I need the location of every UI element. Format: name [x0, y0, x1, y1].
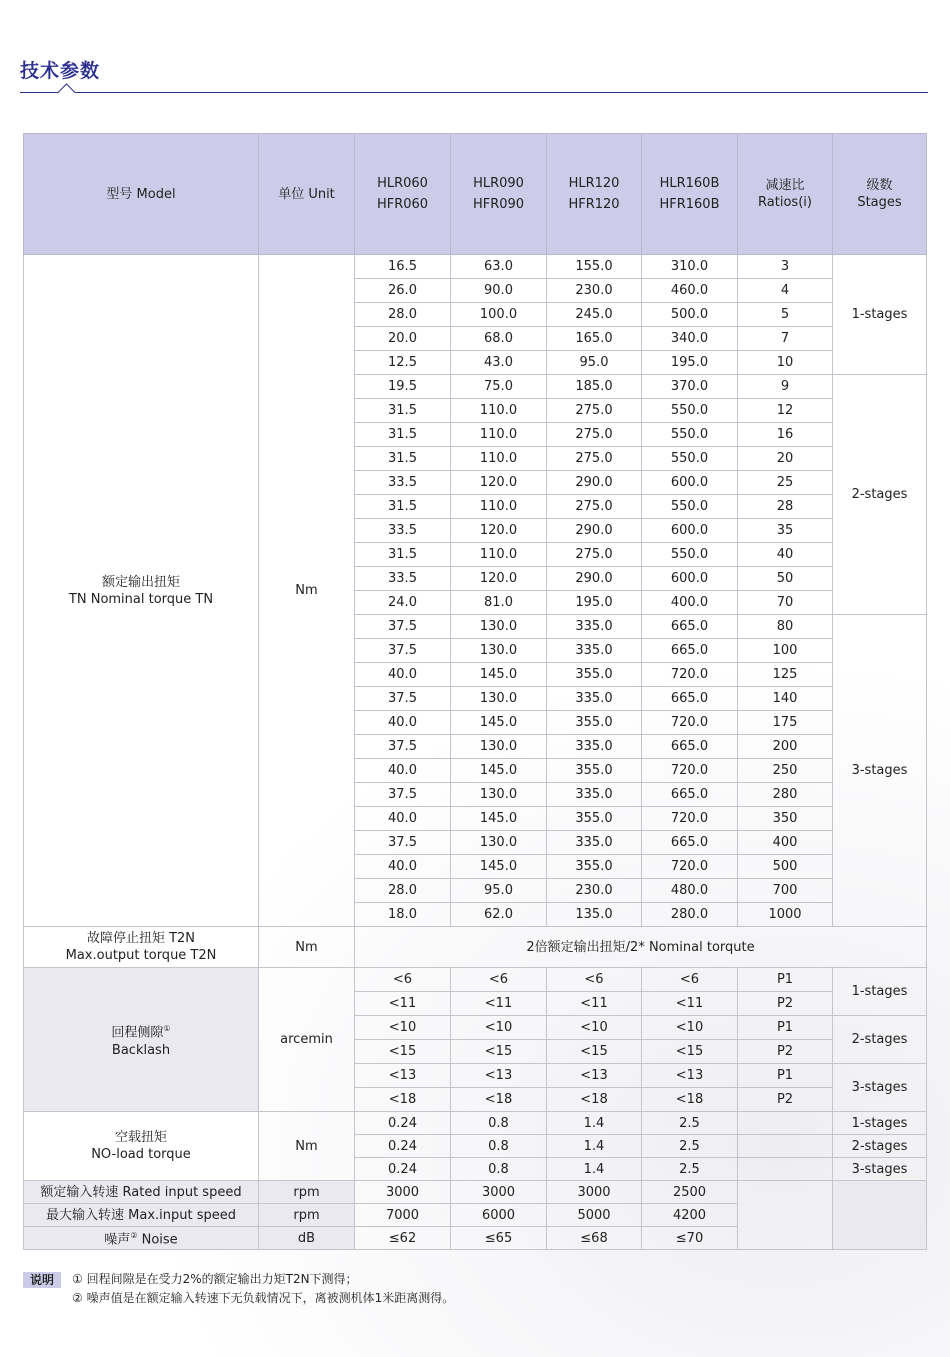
- torque-cell: 145.0: [451, 807, 547, 831]
- precision-cell: P2: [738, 1040, 833, 1064]
- ratio-cell: 70: [738, 591, 833, 615]
- torque-cell: 665.0: [642, 615, 738, 639]
- torque-cell: 130.0: [451, 615, 547, 639]
- torque-cell: 75.0: [451, 375, 547, 399]
- torque-cell: 665.0: [642, 687, 738, 711]
- torque-cell: 28.0: [355, 303, 451, 327]
- backlash-cell: <11: [451, 992, 547, 1016]
- ratio-cell: 400: [738, 831, 833, 855]
- torque-cell: 195.0: [547, 591, 642, 615]
- speed-cell: 3000: [451, 1181, 547, 1204]
- torque-cell: 40.0: [355, 711, 451, 735]
- torque-cell: 480.0: [642, 879, 738, 903]
- torque-cell: 720.0: [642, 711, 738, 735]
- speed-row: [24, 1181, 927, 1204]
- torque-cell: 120.0: [451, 471, 547, 495]
- torque-cell: 31.5: [355, 399, 451, 423]
- ratio-cell: 20: [738, 447, 833, 471]
- speed-cell: 7000: [355, 1204, 451, 1227]
- noload-label: [24, 1112, 259, 1181]
- note-line-2: ② 噪声值是在额定输入转速下无负载情况下，离被测机体1米距离测得。: [72, 1291, 455, 1305]
- speed-cell: 3000: [355, 1181, 451, 1204]
- torque-cell: 37.5: [355, 687, 451, 711]
- torque-cell: 665.0: [642, 639, 738, 663]
- max-output-label-cn-text: 故障停止扭矩 T2N: [86, 931, 196, 946]
- torque-cell: 550.0: [642, 399, 738, 423]
- torque-cell: 90.0: [451, 279, 547, 303]
- torque-cell: 185.0: [547, 375, 642, 399]
- nominal-label-en: TN Nominal torque TN: [68, 591, 214, 607]
- backlash-cell: <10: [355, 1016, 451, 1040]
- torque-cell: 40.0: [355, 759, 451, 783]
- ratio-cell: 500: [738, 855, 833, 879]
- torque-cell: 33.5: [355, 471, 451, 495]
- header-model-060: HLR060 HFR060: [355, 134, 451, 255]
- noload-cell: 0.24: [355, 1135, 451, 1158]
- stage-label: 1-stages: [833, 968, 927, 1016]
- ratio-cell: 16: [738, 423, 833, 447]
- backlash-cell: <6: [547, 968, 642, 992]
- torque-cell: 12.5: [355, 351, 451, 375]
- noload-label-cn: [24, 1130, 258, 1145]
- torque-cell: 40.0: [355, 807, 451, 831]
- noload-cell: 0.24: [355, 1112, 451, 1135]
- noload-unit: Nm: [259, 1112, 355, 1181]
- backlash-cell: <15: [451, 1040, 547, 1064]
- torque-cell: 355.0: [547, 759, 642, 783]
- torque-cell: 110.0: [451, 543, 547, 567]
- torque-cell: 370.0: [642, 375, 738, 399]
- torque-cell: 110.0: [451, 423, 547, 447]
- torque-cell: 37.5: [355, 831, 451, 855]
- backlash-cell: <10: [451, 1016, 547, 1040]
- noload-cell: 2.5: [642, 1112, 738, 1135]
- speed-row-label: [24, 1204, 259, 1227]
- ratio-cell: 9: [738, 375, 833, 399]
- empty-ratio-cell: [738, 1135, 833, 1158]
- empty-ratio-cell: [738, 1112, 833, 1135]
- torque-cell: 275.0: [547, 447, 642, 471]
- torque-cell: 81.0: [451, 591, 547, 615]
- torque-cell: 62.0: [451, 903, 547, 927]
- max-output-value: 2倍额定输出扭矩/2* Nominal torqute: [355, 927, 927, 968]
- empty-ratio-cell: [738, 1158, 833, 1181]
- backlash-cell: <15: [355, 1040, 451, 1064]
- torque-cell: 130.0: [451, 735, 547, 759]
- torque-cell: 355.0: [547, 807, 642, 831]
- torque-cell: 720.0: [642, 807, 738, 831]
- stage-label: 2-stages: [833, 1016, 927, 1064]
- torque-cell: 31.5: [355, 423, 451, 447]
- torque-cell: 43.0: [451, 351, 547, 375]
- noload-cell: 1.4: [547, 1158, 642, 1181]
- noload-cell: 0.8: [451, 1158, 547, 1181]
- stage-label: 2-stages: [833, 1135, 927, 1158]
- nominal-label-cn-text: 额定输出扭矩: [101, 574, 180, 590]
- torque-cell: 600.0: [642, 471, 738, 495]
- torque-cell: 100.0: [451, 303, 547, 327]
- backlash-cell: <11: [642, 992, 738, 1016]
- torque-cell: 130.0: [451, 639, 547, 663]
- header-model-090: HLR090 HFR090: [451, 134, 547, 255]
- header-ratio: 减速比 Ratios(i): [738, 134, 833, 255]
- backlash-cell: <13: [355, 1064, 451, 1088]
- backlash-cell: <6: [451, 968, 547, 992]
- torque-cell: 95.0: [547, 351, 642, 375]
- stage-label: 1-stages: [833, 1112, 927, 1135]
- torque-cell: 120.0: [451, 567, 547, 591]
- precision-cell: P1: [738, 1064, 833, 1088]
- torque-cell: 550.0: [642, 543, 738, 567]
- torque-cell: 720.0: [642, 855, 738, 879]
- torque-cell: 120.0: [451, 519, 547, 543]
- spec-table: [23, 133, 927, 1250]
- torque-cell: 68.0: [451, 327, 547, 351]
- note-line-1: ① 回程间隙是在受力2%的额定输出力矩T2N下测得；: [72, 1272, 358, 1286]
- title-underline: [20, 92, 928, 93]
- ratio-cell: 28: [738, 495, 833, 519]
- noise-footnote-mark: ②: [130, 1231, 138, 1241]
- torque-cell: 355.0: [547, 663, 642, 687]
- max-output-unit: Nm: [259, 927, 355, 968]
- ratio-cell: 1000: [738, 903, 833, 927]
- max-output-row: [24, 927, 927, 968]
- backlash-cell: <10: [642, 1016, 738, 1040]
- ratio-cell: 175: [738, 711, 833, 735]
- torque-cell: 500.0: [642, 303, 738, 327]
- noload-cell: 1.4: [547, 1135, 642, 1158]
- ratio-cell: 7: [738, 327, 833, 351]
- torque-cell: 130.0: [451, 687, 547, 711]
- backlash-cell: <18: [355, 1088, 451, 1112]
- header-model-120: HLR120 HFR120: [547, 134, 642, 255]
- ratio-cell: 3: [738, 255, 833, 279]
- torque-cell: 280.0: [642, 903, 738, 927]
- ratio-cell: 25: [738, 471, 833, 495]
- header-model-160b: HLR160B HFR160B: [642, 134, 738, 255]
- torque-cell: 275.0: [547, 423, 642, 447]
- torque-cell: 355.0: [547, 855, 642, 879]
- speed-cell: 6000: [451, 1204, 547, 1227]
- speed-row-label-text: 最大输入转速 Max.input speed: [46, 1207, 236, 1223]
- torque-cell: 31.5: [355, 495, 451, 519]
- torque-cell: 37.5: [355, 639, 451, 663]
- speed-row-label-text: 额定输入转速 Rated input speed: [40, 1184, 242, 1200]
- backlash-cell: <11: [547, 992, 642, 1016]
- speed-row-label: [24, 1181, 259, 1204]
- ratio-cell: 80: [738, 615, 833, 639]
- torque-cell: 550.0: [642, 447, 738, 471]
- ratio-cell: 4: [738, 279, 833, 303]
- ratio-cell: 700: [738, 879, 833, 903]
- torque-cell: 195.0: [642, 351, 738, 375]
- stage-label: 3-stages: [833, 615, 927, 927]
- backlash-cell: <13: [547, 1064, 642, 1088]
- torque-cell: 130.0: [451, 783, 547, 807]
- empty-stage-cell: [833, 1181, 927, 1250]
- header-stages: 级数 Stages: [833, 134, 927, 255]
- noload-cell: 2.5: [642, 1135, 738, 1158]
- torque-cell: 355.0: [547, 711, 642, 735]
- torque-cell: 550.0: [642, 423, 738, 447]
- noload-cell: 2.5: [642, 1158, 738, 1181]
- stage-label: 1-stages: [833, 255, 927, 375]
- torque-cell: 460.0: [642, 279, 738, 303]
- torque-cell: 290.0: [547, 471, 642, 495]
- speed-cell: 3000: [547, 1181, 642, 1204]
- spec-table-body: [24, 134, 927, 1250]
- nominal-unit: Nm: [259, 255, 355, 927]
- torque-cell: 600.0: [642, 567, 738, 591]
- speed-cell: 2500: [642, 1181, 738, 1204]
- header-model: 型号 Model: [24, 134, 259, 255]
- speed-row-label: [24, 1227, 259, 1250]
- torque-cell: 33.5: [355, 519, 451, 543]
- torque-cell: 33.5: [355, 567, 451, 591]
- backlash-cell: <18: [547, 1088, 642, 1112]
- torque-cell: 155.0: [547, 255, 642, 279]
- ratio-cell: 250: [738, 759, 833, 783]
- speed-row-unit: rpm: [259, 1181, 355, 1204]
- notes-text: [72, 1270, 454, 1308]
- page-title: 技术参数: [20, 60, 101, 82]
- torque-cell: 335.0: [547, 639, 642, 663]
- torque-cell: 600.0: [642, 519, 738, 543]
- torque-cell: 95.0: [451, 879, 547, 903]
- torque-cell: 135.0: [547, 903, 642, 927]
- torque-cell: 275.0: [547, 399, 642, 423]
- speed-cell: ≤68: [547, 1227, 642, 1250]
- torque-cell: 110.0: [451, 399, 547, 423]
- speed-cell: ≤65: [451, 1227, 547, 1250]
- backlash-cell: <13: [642, 1064, 738, 1088]
- backlash-unit: arcemin: [259, 968, 355, 1112]
- torque-cell: 37.5: [355, 783, 451, 807]
- ratio-cell: 200: [738, 735, 833, 759]
- backlash-label: [24, 968, 259, 1112]
- torque-cell: 31.5: [355, 447, 451, 471]
- backlash-cell: <6: [355, 968, 451, 992]
- max-output-label-cn: [24, 931, 258, 946]
- backlash-cell: <11: [355, 992, 451, 1016]
- ratio-cell: 280: [738, 783, 833, 807]
- backlash-cell: <15: [547, 1040, 642, 1064]
- speed-row-unit: rpm: [259, 1204, 355, 1227]
- noload-label-cn-text: 空载扭矩: [114, 1130, 167, 1145]
- torque-cell: 24.0: [355, 591, 451, 615]
- ratio-cell: 140: [738, 687, 833, 711]
- speed-cell: ≤62: [355, 1227, 451, 1250]
- empty-ratio-cell: [738, 1181, 833, 1250]
- precision-cell: P2: [738, 1088, 833, 1112]
- torque-cell: 18.0: [355, 903, 451, 927]
- torque-cell: 335.0: [547, 783, 642, 807]
- torque-cell: 145.0: [451, 759, 547, 783]
- torque-cell: 230.0: [547, 879, 642, 903]
- torque-cell: 335.0: [547, 735, 642, 759]
- ratio-cell: 5: [738, 303, 833, 327]
- ratio-cell: 12: [738, 399, 833, 423]
- backlash-row: [24, 968, 927, 992]
- nominal-row: [24, 255, 927, 279]
- header-unit: 单位 Unit: [259, 134, 355, 255]
- torque-cell: 720.0: [642, 759, 738, 783]
- ratio-cell: 35: [738, 519, 833, 543]
- noise-label-en: Noise: [137, 1232, 178, 1248]
- torque-cell: 37.5: [355, 735, 451, 759]
- torque-cell: 37.5: [355, 615, 451, 639]
- torque-cell: 130.0: [451, 831, 547, 855]
- torque-cell: 275.0: [547, 495, 642, 519]
- torque-cell: 400.0: [642, 591, 738, 615]
- torque-cell: 40.0: [355, 855, 451, 879]
- nominal-label: [24, 255, 259, 927]
- speed-row-label-text: 噪声: [104, 1232, 131, 1248]
- noload-cell: 0.24: [355, 1158, 451, 1181]
- torque-cell: 335.0: [547, 831, 642, 855]
- noload-cell: 0.8: [451, 1112, 547, 1135]
- precision-cell: P1: [738, 1016, 833, 1040]
- torque-cell: 335.0: [547, 687, 642, 711]
- torque-cell: 165.0: [547, 327, 642, 351]
- ratio-cell: 350: [738, 807, 833, 831]
- torque-cell: 20.0: [355, 327, 451, 351]
- torque-cell: 665.0: [642, 831, 738, 855]
- torque-cell: 63.0: [451, 255, 547, 279]
- torque-cell: 110.0: [451, 447, 547, 471]
- backlash-label-en: Backlash: [111, 1042, 171, 1058]
- torque-cell: 145.0: [451, 711, 547, 735]
- torque-cell: 28.0: [355, 879, 451, 903]
- speed-cell: ≤70: [642, 1227, 738, 1250]
- backlash-cell: <18: [451, 1088, 547, 1112]
- torque-cell: 335.0: [547, 615, 642, 639]
- precision-cell: P1: [738, 968, 833, 992]
- torque-cell: 16.5: [355, 255, 451, 279]
- backlash-cell: <10: [547, 1016, 642, 1040]
- ratio-cell: 40: [738, 543, 833, 567]
- ratio-cell: 50: [738, 567, 833, 591]
- torque-cell: 720.0: [642, 663, 738, 687]
- backlash-label-cn-text: 回程侧隙: [111, 1025, 164, 1041]
- torque-cell: 665.0: [642, 735, 738, 759]
- torque-cell: 40.0: [355, 663, 451, 687]
- backlash-cell: <6: [642, 968, 738, 992]
- ratio-cell: 100: [738, 639, 833, 663]
- noload-row: [24, 1112, 927, 1135]
- stage-label: 2-stages: [833, 375, 927, 615]
- torque-cell: 340.0: [642, 327, 738, 351]
- torque-cell: 145.0: [451, 855, 547, 879]
- stage-label: 3-stages: [833, 1158, 927, 1181]
- noload-cell: 0.8: [451, 1135, 547, 1158]
- torque-cell: 290.0: [547, 567, 642, 591]
- torque-cell: 245.0: [547, 303, 642, 327]
- stage-label: 3-stages: [833, 1064, 927, 1112]
- torque-cell: 550.0: [642, 495, 738, 519]
- backlash-cell: <13: [451, 1064, 547, 1088]
- noload-cell: 1.4: [547, 1112, 642, 1135]
- backlash-cell: <15: [642, 1040, 738, 1064]
- torque-cell: 19.5: [355, 375, 451, 399]
- torque-cell: 145.0: [451, 663, 547, 687]
- nominal-label-cn: [24, 575, 258, 590]
- torque-cell: 275.0: [547, 543, 642, 567]
- torque-cell: 110.0: [451, 495, 547, 519]
- max-output-label-en: Max.output torque T2N: [65, 948, 217, 963]
- precision-cell: P2: [738, 992, 833, 1016]
- noload-label-en: NO-load torque: [91, 1147, 191, 1162]
- backlash-cell: <18: [642, 1088, 738, 1112]
- torque-cell: 26.0: [355, 279, 451, 303]
- backlash-footnote-mark: ①: [163, 1024, 171, 1034]
- torque-cell: 310.0: [642, 255, 738, 279]
- header-row: [24, 134, 927, 255]
- backlash-label-cn: [24, 1021, 258, 1040]
- torque-cell: 230.0: [547, 279, 642, 303]
- ratio-cell: 10: [738, 351, 833, 375]
- ratio-cell: 125: [738, 663, 833, 687]
- max-output-label: [24, 927, 259, 968]
- speed-row-unit: dB: [259, 1227, 355, 1250]
- torque-cell: 665.0: [642, 783, 738, 807]
- torque-cell: 31.5: [355, 543, 451, 567]
- speed-cell: 5000: [547, 1204, 642, 1227]
- notes-tag: 说明: [23, 1272, 61, 1288]
- speed-cell: 4200: [642, 1204, 738, 1227]
- torque-cell: 290.0: [547, 519, 642, 543]
